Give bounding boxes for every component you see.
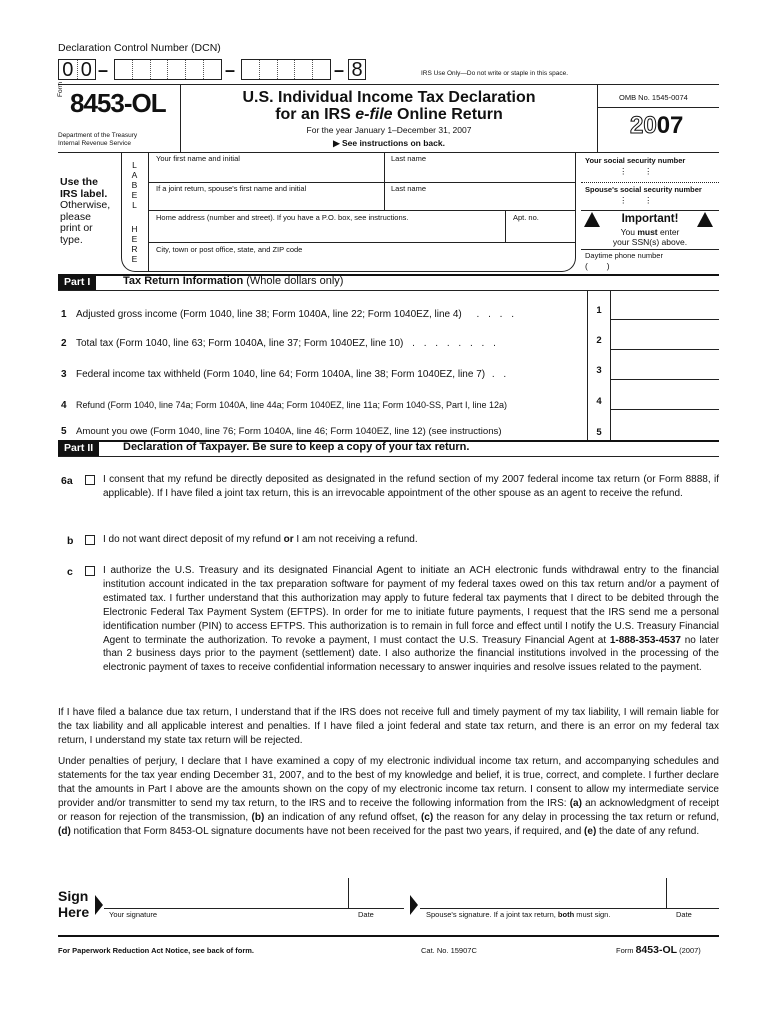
line-number: 1 — [61, 309, 67, 320]
line-5-label: Amount you owe (Form 1040, line 76; Form 1040A, line 46; Form 1040EZ, line 12) (see instructions) — [76, 426, 502, 437]
label-letters: L A B E L — [131, 160, 138, 210]
dept-treasury: Department of the Treasury — [58, 132, 138, 139]
direct-deposit-consent-checkbox[interactable] — [85, 475, 95, 485]
part2-title: Declaration of Taxpayer. Be sure to keep a copy of your tax return. — [123, 441, 470, 453]
line-2-label: Total tax (Form 1040, line 63; Form 1040A, line 37; Form 1040EZ, line 10) . . . . . . . . — [76, 338, 499, 349]
first-name-field[interactable] — [150, 164, 382, 182]
line-number: 3 — [61, 369, 67, 380]
home-address-label: Home address (number and street). If you have a P.O. box, see instructions. — [156, 213, 409, 222]
amount-owed-field[interactable] — [611, 410, 719, 441]
line-box-number: 2 — [587, 320, 611, 350]
your-ssn-field[interactable] — [581, 164, 719, 181]
line-box-number: 5 — [587, 410, 611, 441]
form-title-line1: U.S. Individual Income Tax Declaration — [242, 89, 536, 106]
tax-year-line: For the year January 1–December 31, 2007 — [306, 125, 472, 135]
see-instructions: ▶ See instructions on back. — [333, 138, 445, 148]
city-state-zip-field[interactable] — [150, 256, 570, 270]
last-name-field[interactable] — [386, 164, 574, 182]
item-b-label: b — [67, 535, 74, 547]
footer-form-id: Form 8453-OL (2007) — [616, 944, 701, 956]
your-signature-field[interactable] — [108, 878, 348, 907]
form-number: 8453-OL — [70, 88, 166, 118]
dcn-serial-field[interactable] — [241, 59, 331, 80]
your-ssn-label: Your social security number — [585, 156, 686, 165]
last-name-label: Last name — [391, 154, 427, 163]
line-box-number: 3 — [587, 350, 611, 380]
spouse-ssn-field[interactable] — [581, 194, 719, 210]
line-4-label: Refund (Form 1040, line 74a; Form 1040A, line 44a; Form 1040EZ, line 11a; Form 1040-SS, Part I, line 12a) — [76, 400, 508, 410]
omb-number: OMB No. 1545-0074 — [619, 93, 688, 102]
spouse-ssn-label: Spouse's social security number — [585, 185, 702, 194]
item-b-text: I do not want direct deposit of my refund or I am not receiving a refund. — [103, 534, 418, 545]
phone-parens: ( ) — [585, 261, 610, 271]
line-1-label: Adjusted gross income (Form 1040, line 38; Form 1040A, line 22; Form 1040EZ, line 4) . . . . — [76, 309, 517, 320]
sign-arrow-icon — [95, 895, 103, 915]
item-6a-text: I consent that my refund be directly deposited as designated in the refund section of my 2007 federal income tax return (or Form 8888, if applicable). If I have filed a joint tax return, this is an irrevocable appointment of the other spouse as an agent to receive the refund. — [103, 474, 719, 499]
dcn-middle-field[interactable] — [114, 59, 222, 80]
dcn-digit: 0 — [59, 60, 78, 79]
perjury-declaration: Under penalties of perjury, I declare that I have examined a copy of my electronic individual income tax return, and accompanying schedules and statements for the tax year ending December 31, 2007, and to the best of my knowledge and belief, it is true, correct, and complete. I further declare that the amounts in Part I above are the amounts shown on the copy of my electronic income tax return. I consent to allow my intermediate service provider and/or transmitter to send my tax return, to the IRS and to receive the following information from the IRS: (a) an acknowledgment of receipt or reason for rejection of the transmission, (b) an indication of any refund offset, (c) the reason for any delay in processing the tax return or refund, (d) notification that Form 8453-OL signature documents have not been received for the past two years, if required, and (e) the date of any refund. — [58, 756, 719, 837]
part1-title: Tax Return Information (Whole dollars only) — [123, 275, 344, 287]
part1-label: Part I — [58, 275, 96, 290]
sign-arrow-icon — [410, 895, 418, 915]
city-state-zip-label: City, town or post office, state, and ZIP code — [156, 245, 303, 254]
line-box-number: 4 — [587, 380, 611, 410]
withheld-amount-field[interactable] — [611, 350, 719, 380]
spouse-date-field[interactable] — [668, 878, 719, 907]
apt-no-label: Apt. no. — [513, 213, 539, 222]
spouse-signature-field[interactable] — [424, 878, 664, 907]
item-c-text: I authorize the U.S. Treasury and its designated Financial Agent to initiate an ACH electronic funds withdrawal entry to the financial institution account indicated in the tax preparation software for payment of my federal taxes owed on this tax return and/or a payment of estimated tax. I further understand that this authorization may apply to future federal tax payments that I direct to be debited through the Electronic Federal Tax Payment System (EFTPS). In order for me to initiate future payments, I request that the IRS send me a personal identification number (PIN) to access EFTPS. This authorization is to remain in full force and effect until I notify the U.S. Treasury Financial Agent to terminate the authorization. To revoke a payment, I must contact the U.S. Treasury Financial Agent at 1-888-353-4537 no later than 2 business days prior to the payment (settlement) date. I also authorize the financial institutions involved in the processing of the electronic payment of taxes to receive confidential information necessary to answer inquiries and resolve issues related to the payment. — [103, 565, 719, 674]
line-number: 5 — [61, 426, 67, 437]
spouse-first-name-label: If a joint return, spouse's first name and initial — [156, 184, 307, 193]
dcn-suffix-field — [348, 59, 366, 80]
warning-triangle-icon — [584, 212, 600, 227]
total-tax-amount-field[interactable] — [611, 320, 719, 350]
date-label: Date — [358, 910, 374, 919]
date-label: Date — [676, 910, 692, 919]
daytime-phone-label: Daytime phone number — [585, 251, 663, 260]
dcn-dash: – — [225, 60, 236, 80]
first-name-label: Your first name and initial — [156, 154, 240, 163]
your-signature-label: Your signature — [109, 910, 158, 919]
agi-amount-field[interactable] — [611, 290, 719, 320]
here-letters: H E R E — [131, 224, 138, 264]
dcn-label: Declaration Control Number (DCN) — [58, 42, 221, 54]
form-title-line2: for an IRS e-file Online Return — [275, 106, 503, 123]
item-c-label: c — [67, 566, 73, 578]
spouse-last-name-label: Last name — [391, 184, 427, 193]
must-enter-note: You must enter — [620, 227, 680, 237]
dcn-suffix: 8 — [351, 59, 363, 81]
ssn-separators: ⋮ ⋮ — [619, 195, 653, 205]
line-number: 4 — [61, 400, 67, 411]
home-address-field[interactable] — [150, 224, 503, 241]
item-6a-label: 6a — [61, 475, 73, 487]
spouse-signature-label: Spouse's signature. If a joint tax return, both must sign. — [426, 910, 611, 919]
sign-here-label: Sign Here — [58, 888, 90, 920]
paperwork-notice: For Paperwork Reduction Act Notice, see back of form. — [58, 946, 255, 955]
dcn-dash: – — [98, 60, 109, 80]
dcn-digit: 0 — [80, 59, 92, 81]
part2-label: Part II — [58, 441, 99, 456]
ssn-separators: ⋮ ⋮ — [619, 166, 653, 176]
irs-label: Internal Revenue Service — [58, 140, 131, 147]
important-label: Important! — [621, 213, 679, 225]
spouse-last-name-field[interactable] — [386, 194, 574, 210]
dcn-prefix-field[interactable] — [58, 59, 96, 80]
line-3-label: Federal income tax withheld (Form 1040, line 64; Form 1040A, line 38; Form 1040EZ, line 7) . . — [76, 369, 510, 380]
spouse-first-name-field[interactable] — [150, 194, 382, 210]
refund-amount-field[interactable] — [611, 380, 719, 410]
cat-number: Cat. No. 15907C — [421, 946, 477, 955]
dcn-dash: – — [334, 60, 345, 80]
daytime-phone-field[interactable] — [581, 260, 719, 273]
balance-due-paragraph: If I have filed a balance due tax return, I understand that if the IRS does not receive full and timely payment of my tax liability, I will remain liable for the tax liability and all applicable interest and penalties. If I have filed a joint federal and state tax return, and there is an error on my federal tax return, I understand my state tax return will be rejected. — [58, 707, 719, 746]
line-box-number: 1 — [587, 290, 611, 320]
signature-date-field[interactable] — [350, 878, 402, 907]
ssn-above-note: your SSN(s) above. — [612, 237, 688, 247]
use-irs-label-note: Use the IRS label. Otherwise, please print or type. — [60, 176, 111, 246]
electronic-withdrawal-checkbox[interactable] — [85, 566, 95, 576]
tax-year: 2007 — [630, 112, 684, 139]
line-number: 2 — [61, 338, 67, 349]
form-word: Form — [57, 81, 64, 97]
apt-no-field[interactable] — [507, 224, 574, 241]
no-direct-deposit-checkbox[interactable] — [85, 535, 95, 545]
irs-use-only: IRS Use Only—Do not write or staple in this space. — [421, 70, 569, 77]
